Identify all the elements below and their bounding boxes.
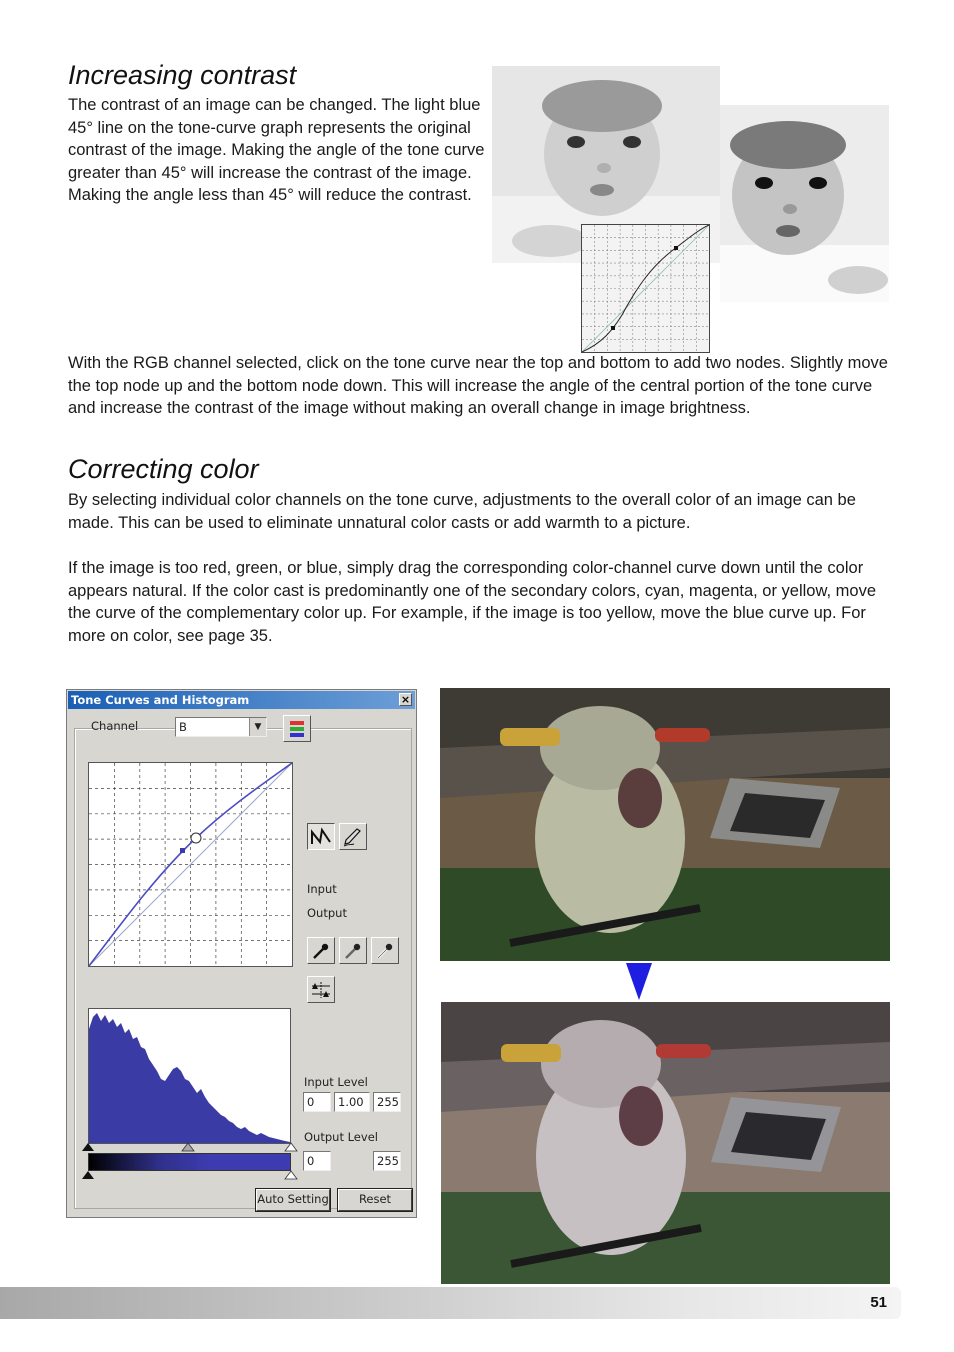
input-label: Input (307, 882, 337, 896)
output-level-black-field[interactable]: 0 (303, 1151, 331, 1171)
output-label: Output (307, 906, 347, 920)
levels-adjust-button[interactable] (307, 976, 335, 1003)
output-gradient-bar (88, 1153, 291, 1171)
input-level-white-field[interactable]: 255 (373, 1092, 401, 1112)
tone-curve-graph[interactable] (88, 762, 293, 967)
color-para-2: If the image is too red, green, or blue, simply drag the corresponding color-channel curve down until the color appears natural. If the color cast is predominantly one of the secondary colors, cyan, magenta, or yellow, move the curve of the complementary color up. For example, if the image is too yellow, move the blue curve up. For more on color, see page 35. (68, 559, 877, 645)
chevron-down-icon[interactable]: ▼ (249, 718, 266, 736)
dialog-titlebar[interactable] (68, 691, 415, 709)
gray-point-eyedropper-button[interactable] (339, 937, 367, 964)
page-number: 51 (870, 1294, 887, 1311)
output-level-label: Output Level (304, 1130, 378, 1144)
curve-mode-button[interactable] (307, 823, 335, 850)
levels-adjust-icon (310, 980, 332, 1000)
output-level-white-field[interactable]: 255 (373, 1151, 401, 1171)
rgb-channels-icon (289, 720, 305, 738)
contrast-tone-curve-graph (581, 224, 710, 353)
auto-setting-button[interactable]: Auto Setting (256, 1189, 330, 1211)
input-level-sliders[interactable] (81, 1142, 299, 1153)
eyedropper-black-icon (311, 941, 331, 961)
close-icon[interactable]: × (400, 693, 411, 706)
channel-label: Channel (91, 719, 139, 733)
playground-photo-before (440, 688, 890, 961)
dialog-title: Tone Curves and Histogram (71, 693, 250, 707)
color-para-1: By selecting individual color channels on the tone curve, adjustments to the overall color of an image can be made. This can be used to eliminate unnatural color casts or add warmth to a picture. (68, 491, 856, 532)
baby-photo-contrast-increased (720, 105, 889, 302)
black-point-eyedropper-button[interactable] (307, 937, 335, 964)
white-point-eyedropper-button[interactable] (371, 937, 399, 964)
eyedropper-white-icon (375, 941, 395, 961)
input-level-label: Input Level (304, 1075, 368, 1089)
channel-select-value: B (179, 720, 187, 734)
pencil-mode-button[interactable] (339, 823, 367, 850)
histogram-graph (88, 1008, 291, 1144)
arrow-down-icon (626, 963, 652, 1000)
input-level-gamma-field[interactable]: 1.00 (334, 1092, 370, 1112)
channel-select[interactable] (175, 717, 267, 737)
pencil-icon (342, 827, 364, 847)
section-heading-color: Correcting color (68, 454, 259, 484)
footer-bar (0, 1287, 901, 1319)
reset-button[interactable]: Reset (338, 1189, 412, 1211)
tone-curves-dialog (66, 689, 417, 1218)
curve-mode-icon (310, 827, 332, 847)
input-level-black-field[interactable]: 0 (303, 1092, 331, 1112)
section-heading-contrast: Increasing contrast (68, 60, 297, 90)
playground-photo-after (441, 1002, 890, 1284)
rgb-channels-button[interactable] (283, 715, 311, 742)
eyedropper-gray-icon (343, 941, 363, 961)
output-level-sliders[interactable] (81, 1170, 299, 1181)
contrast-intro-text: The contrast of an image can be changed. The light blue 45° line on the tone-curve graph represents the original contrast of the image. Making the angle of the tone curve greater than 45° will increase the contrast of the image. Making the angle less than 45° will reduce the contrast. (68, 96, 485, 205)
contrast-instructions-text: With the RGB channel selected, click on the tone curve near the top and bottom to add two nodes. Slightly move the top node up and the bottom node down. This will increase the angle of the central portion of the tone curve and increase the contrast of the image without making an overall change in image brightness. (68, 354, 888, 418)
